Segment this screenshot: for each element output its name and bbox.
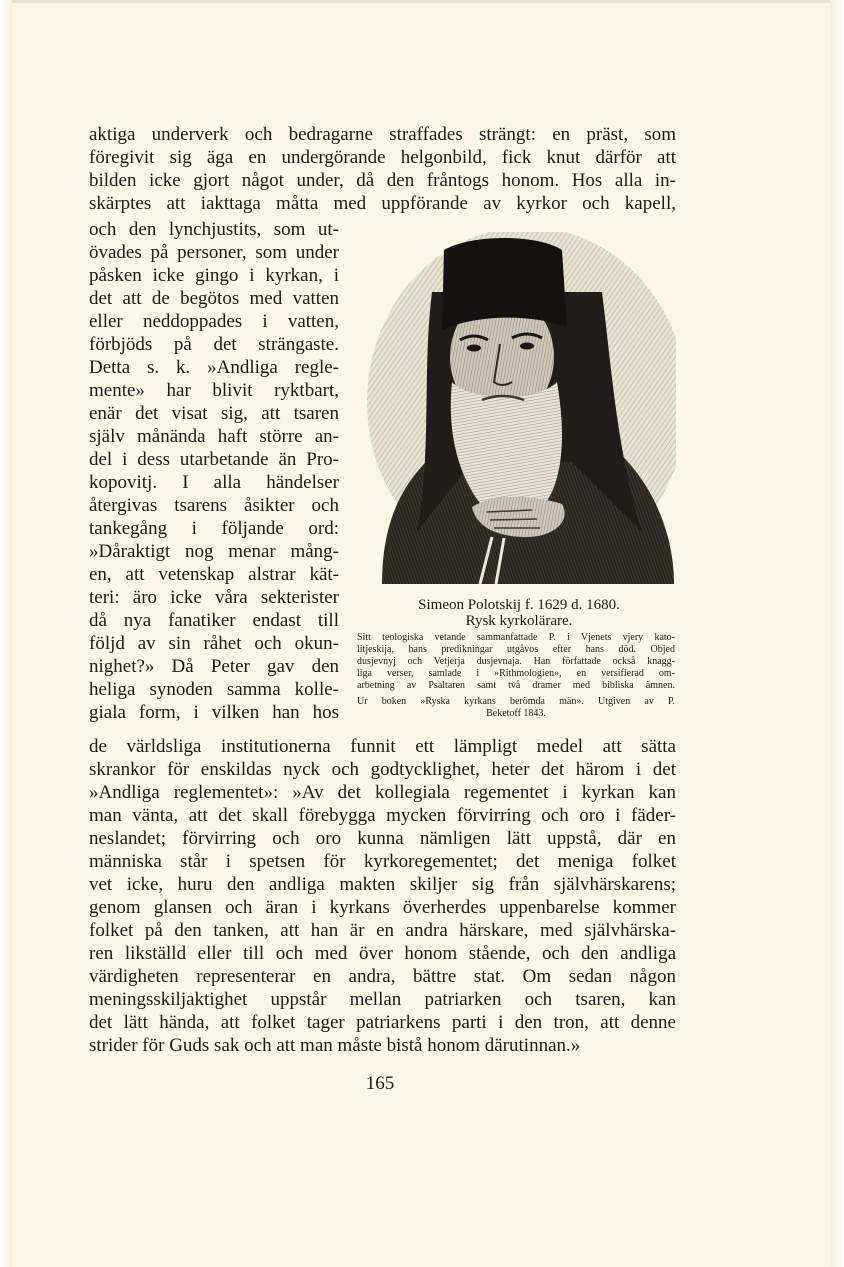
text-line: själv månända haft större an- [89, 426, 339, 447]
page-left-edge [0, 0, 12, 1267]
text-line: skärptes att iakttaga måtta med uppförande av kyrkor och kapell, [89, 193, 676, 214]
text-line: vet icke, huru den andliga makten skiljer sig från självhärskarens; [89, 874, 676, 895]
page-right-edge [830, 0, 844, 1267]
text-line: strider för Guds sak och att man måste bistå honom därutinnan.» [89, 1035, 581, 1056]
text-line: »Andliga reglementet»: »Av det kollegiala regementet i kyrkan kan [89, 782, 676, 803]
text-line: »Dåraktigt nog menar mång- [89, 541, 339, 562]
text-line: följd av sin råhet och okun- [89, 633, 339, 654]
text-line: neslandet; förvirring och oro kunna nämligen lätt uppstå, där en [89, 828, 676, 849]
text-line: enär det visat sig, att tsaren [89, 403, 339, 424]
figure-caption-line: dusjevnyj och Vetjerja dusjevnaja. Han författade också knagg- [357, 656, 675, 667]
text-line: bilden icke gjort något under, då den fråntogs honom. Hos alla in- [89, 170, 676, 191]
text-line: föregivit sig äga en undergörande helgonbild, fick knut därför att [89, 147, 676, 168]
text-line: del i dess utarbetande än Pro- [89, 449, 339, 470]
text-line: genom glansen och äran i kyrkans överherdes uppenbarelse kommer [89, 897, 676, 918]
figure-caption-line: Ur boken »Ryska kyrkans berömda män». Utgiven av P. [357, 696, 675, 707]
text-line: tankegång i följande ord: [89, 518, 339, 539]
text-line: meningsskiljaktighet uppstår mellan patriarken och tsaren, kan [89, 989, 676, 1010]
text-line: förbjöds på det strängaste. [89, 334, 339, 355]
text-line: eller neddoppades i vatten, [89, 311, 339, 332]
figure-caption-line: Beketoff 1843. [486, 708, 546, 719]
text-line: heliga synoden samma kolle- [89, 679, 339, 700]
text-line: och den lynchjustits, som ut- [89, 219, 339, 240]
page-top-edge [0, 0, 844, 3]
text-line: mente» har blivit ryktbart, [89, 380, 339, 401]
text-line: ren likställd eller till och med över honom stående, och den andliga [89, 943, 676, 964]
text-line: påsken icke gingo i kyrkan, i [89, 265, 339, 286]
text-line: man vänta, att det skall förebygga mycken förvirring och oro i fäder- [89, 805, 676, 826]
text-line: värdigheten representerar en andra, bättre stat. Om sedan någon [89, 966, 676, 987]
text-line: de världsliga institutionerna funnit ett lämpligt medel att sätta [89, 736, 676, 757]
text-line: nighet?» Då Peter gav den [89, 656, 339, 677]
figure-caption-line: litjeskija, hans predikningar utgåvos efter hans död. Objed [357, 644, 675, 655]
text-line: skrankor för enskildas nyck och godtycklighet, heter det härom i det [89, 759, 676, 780]
figure-caption-line: liga verser, samlade i »Rithmologien», en versifierad om- [357, 668, 675, 679]
text-line: en, att vetenskap alstrar kät- [89, 564, 339, 585]
text-line: då nya fanatiker endast till [89, 610, 339, 631]
text-line: aktiga underverk och bedragarne straffades strängt: en präst, som [89, 124, 676, 145]
figure-caption-title: Simeon Polotskij f. 1629 d. 1680. [418, 597, 620, 613]
text-line: folket på den tanken, att han är en andra härskare, med självhärska- [89, 920, 676, 941]
text-line: teri: äro icke våra sekterister [89, 587, 339, 608]
page-number: 165 [365, 1073, 395, 1094]
figure-caption-subtitle: Rysk kyrkolärare. [465, 613, 573, 629]
text-line: Detta s. k. »Andliga regle- [89, 357, 339, 378]
text-line: det lätt hända, att folket tager patriarkens parti i den tron, att denne [89, 1012, 676, 1033]
portrait-figure [362, 232, 676, 584]
text-line: giala form, i vilken han hos [89, 702, 339, 723]
text-line: övades på personer, som under [89, 242, 339, 263]
figure-caption-line: Sitt teologiska vetande sammanfattade P. i Vjenets vjery kato- [357, 632, 675, 643]
portrait-engraving-icon [362, 232, 676, 584]
text-line: återgivas tsarens åsikter och [89, 495, 339, 516]
figure-caption-line: arbetning av Psaltaren samt två dramer med bibliska ämnen. [357, 680, 675, 691]
text-line: människa står i spetsen för kyrkoregementet; det meniga folket [89, 851, 676, 872]
text-line: kopovitj. I alla händelser [89, 472, 339, 493]
text-line: det att de begötos med vatten [89, 288, 339, 309]
